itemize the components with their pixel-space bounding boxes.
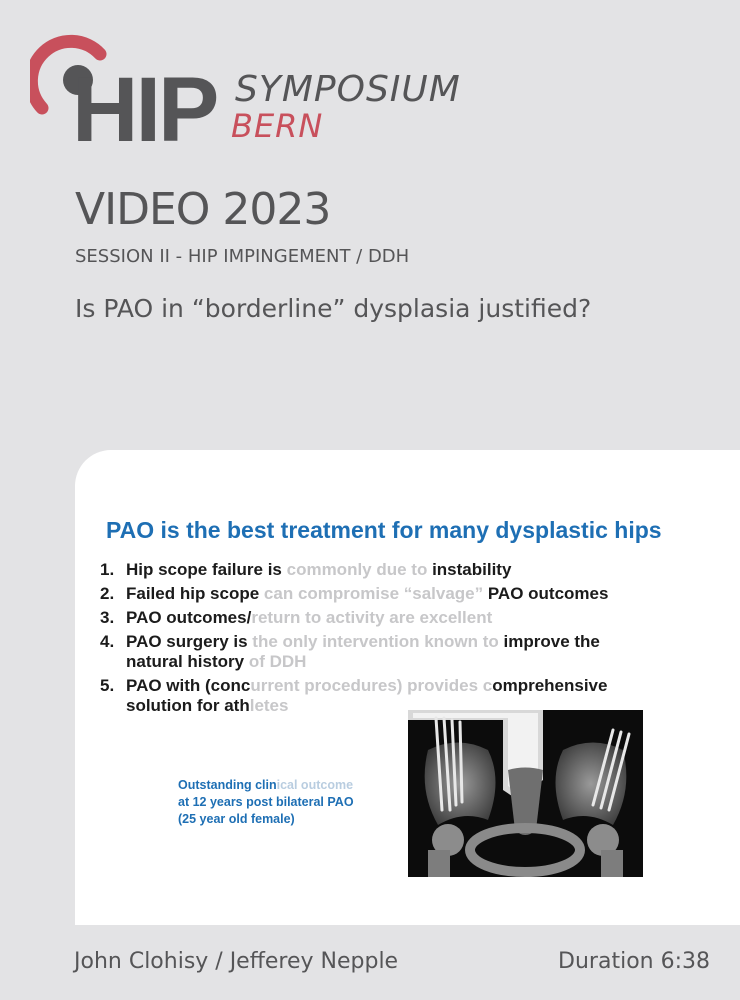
- caption-text-faded: ical outcome: [276, 778, 354, 792]
- talk-title: Is PAO in “borderline” dysplasia justified?: [75, 294, 592, 323]
- point-text: improve the: [503, 632, 600, 651]
- slide-points-list: [100, 560, 730, 720]
- point-text: PAO surgery is: [126, 632, 253, 651]
- point-text: PAO with (conc: [126, 676, 251, 695]
- point-text-faded: urrent procedures) provides c: [250, 676, 493, 695]
- point-number: 3.: [100, 608, 115, 627]
- point-text: PAO outcomes: [487, 584, 609, 603]
- point-text-faded: of DDH: [248, 652, 307, 671]
- logo-hip-word: HIP: [72, 59, 217, 161]
- caption-text: at 12 years post bilateral PAO: [178, 795, 354, 809]
- point-text: PAO outcomes/: [126, 608, 252, 627]
- point-text: Failed hip scope: [126, 584, 264, 603]
- point-text-faded: return to activity are excellent: [251, 608, 493, 627]
- slide-point: [100, 584, 730, 604]
- point-text-faded: letes: [249, 696, 289, 715]
- point-text-faded: the only intervention known to: [252, 632, 504, 651]
- slide-caption: [178, 777, 408, 828]
- duration-label: Duration 6:38: [558, 949, 710, 974]
- slide-point: [100, 608, 730, 628]
- xray-drawing: [408, 710, 643, 877]
- pelvis-xray-image: [408, 710, 643, 877]
- point-text-faded: commonly due to: [286, 560, 433, 579]
- point-text: omprehensive: [492, 676, 608, 695]
- point-text: instability: [432, 560, 512, 579]
- slide-heading: PAO is the best treatment for many dysplastic hips: [106, 517, 662, 543]
- point-text-faded: can compromise “salvage”: [263, 584, 488, 603]
- video-thumbnail[interactable]: [75, 450, 740, 925]
- point-text: Hip scope failure is: [126, 560, 287, 579]
- slide-point: [100, 632, 730, 672]
- authors-label: John Clohisy / Jefferey Nepple: [74, 949, 399, 974]
- video-title: VIDEO 2023: [75, 184, 331, 235]
- point-number: 2.: [100, 584, 115, 603]
- point-text: solution for ath: [126, 696, 250, 715]
- slide-point: [100, 560, 730, 580]
- hip-symposium-logo: [30, 30, 470, 161]
- point-number: 5.: [100, 676, 115, 695]
- caption-text: (25 year old female): [178, 812, 295, 826]
- logo-city-word: BERN: [231, 107, 324, 145]
- session-label: SESSION II - HIP IMPINGEMENT / DDH: [75, 246, 410, 267]
- point-number: 4.: [100, 632, 115, 651]
- point-number: 1.: [100, 560, 115, 579]
- caption-text: Outstanding clin: [178, 778, 277, 792]
- logo-symposium-word: SYMPOSIUM: [235, 69, 461, 110]
- point-text: natural history: [126, 652, 249, 671]
